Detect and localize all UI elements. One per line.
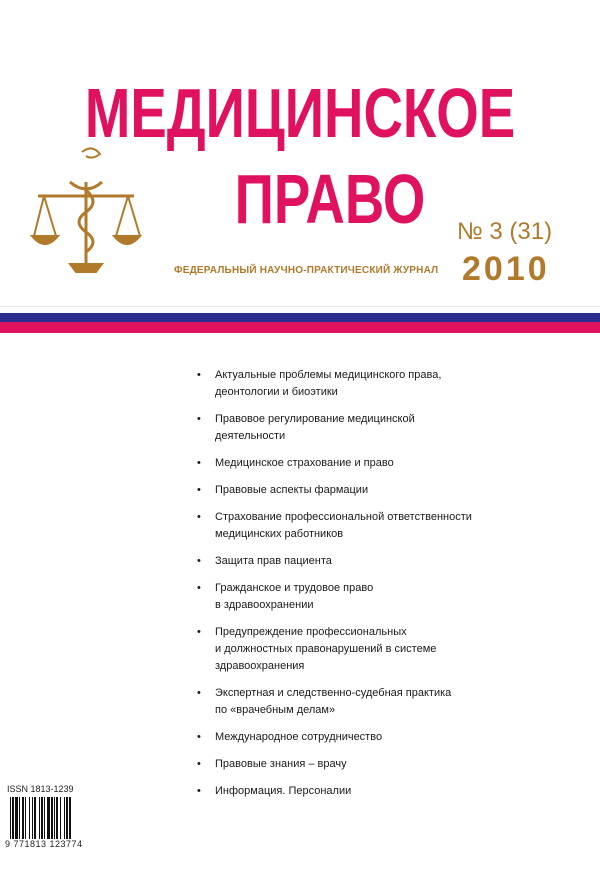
bullet-icon: • (197, 511, 201, 523)
barcode-bar (22, 797, 24, 839)
barcode-bar (60, 797, 61, 839)
barcode-bar (69, 797, 71, 839)
barcode-bar (15, 797, 18, 839)
topic-label: Экспертная и следственно-судебная практика по «врачебным делам» (215, 687, 452, 716)
barcode-bar (51, 797, 53, 839)
issn-label: ISSN 1813-1239 (7, 784, 74, 794)
bullet-icon: • (197, 731, 201, 743)
topic-label: Правовое регулирование медицинской деятельности (215, 413, 415, 442)
barcode-bar (34, 797, 36, 839)
barcode-bar (47, 797, 50, 839)
topic-label: Правовые знания – врачу (215, 758, 347, 770)
barcode-icon (8, 797, 98, 839)
barcode-bar (54, 797, 55, 839)
barcode-bar (39, 797, 40, 839)
topics-list (197, 367, 497, 810)
list-item (197, 783, 497, 800)
bullet-icon: • (197, 626, 201, 638)
list-item (197, 553, 497, 570)
bullet-icon: • (197, 369, 201, 381)
topic-label: Предупреждение профессиональных и должностных правонарушений в системе здравоохранения (215, 626, 437, 672)
topic-label: Правовые аспекты фармации (215, 484, 369, 496)
issue-year: 2010 (462, 250, 550, 288)
topic-label: Защита прав пациента (215, 555, 332, 567)
barcode-bar (25, 797, 26, 839)
bullet-icon: • (197, 457, 201, 469)
list-item (197, 509, 497, 543)
barcode-bar (32, 797, 33, 839)
list-item (197, 685, 497, 719)
bullet-icon: • (197, 555, 201, 567)
topic-label: Международное сотрудничество (215, 731, 383, 743)
flag-stripe-blue (0, 313, 600, 322)
topic-label: Информация. Персоналии (215, 785, 352, 797)
issue-number: № 3 (31) (457, 218, 553, 245)
list-item (197, 367, 497, 401)
flag-stripe-red (0, 322, 600, 333)
barcode-bar (19, 797, 20, 839)
journal-subtitle: ФЕДЕРАЛЬНЫЙ НАУЧНО-ПРАКТИЧЕСКИЙ ЖУРНАЛ (174, 265, 439, 276)
list-item (197, 729, 497, 746)
bullet-icon: • (197, 582, 201, 594)
topic-label: Актуальные проблемы медицинского права, деонтологии и биоэтики (215, 369, 442, 398)
barcode-bar (66, 797, 68, 839)
topic-label: Страхование профессиональной ответственности медицинских работников (215, 511, 472, 540)
list-item (197, 482, 497, 499)
list-item (197, 756, 497, 773)
barcode-bar (10, 797, 11, 839)
topic-label: Медицинское страхование и право (215, 457, 394, 469)
barcode-bar (56, 797, 58, 839)
caduceus-scales-icon (30, 140, 142, 280)
journal-title-line2: ПРАВО (234, 160, 426, 238)
list-item (197, 580, 497, 614)
bullet-icon: • (197, 484, 201, 496)
barcode-bar (44, 797, 45, 839)
flag-stripe-white (0, 306, 600, 313)
journal-title-line1: МЕДИЦИНСКОЕ (84, 74, 516, 152)
list-item (197, 455, 497, 472)
list-item (197, 624, 497, 675)
bullet-icon: • (197, 758, 201, 770)
barcode-bar (12, 797, 14, 839)
topic-label: Гражданское и трудовое право в здравоохранении (215, 582, 374, 611)
list-item (197, 411, 497, 445)
barcode-bar (29, 797, 30, 839)
bullet-icon: • (197, 413, 201, 425)
bullet-icon: • (197, 785, 201, 797)
barcode-digits: 9 771813 123774 (5, 839, 83, 849)
bullet-icon: • (197, 687, 201, 699)
barcode-bar (41, 797, 43, 839)
barcode-bar (64, 797, 65, 839)
